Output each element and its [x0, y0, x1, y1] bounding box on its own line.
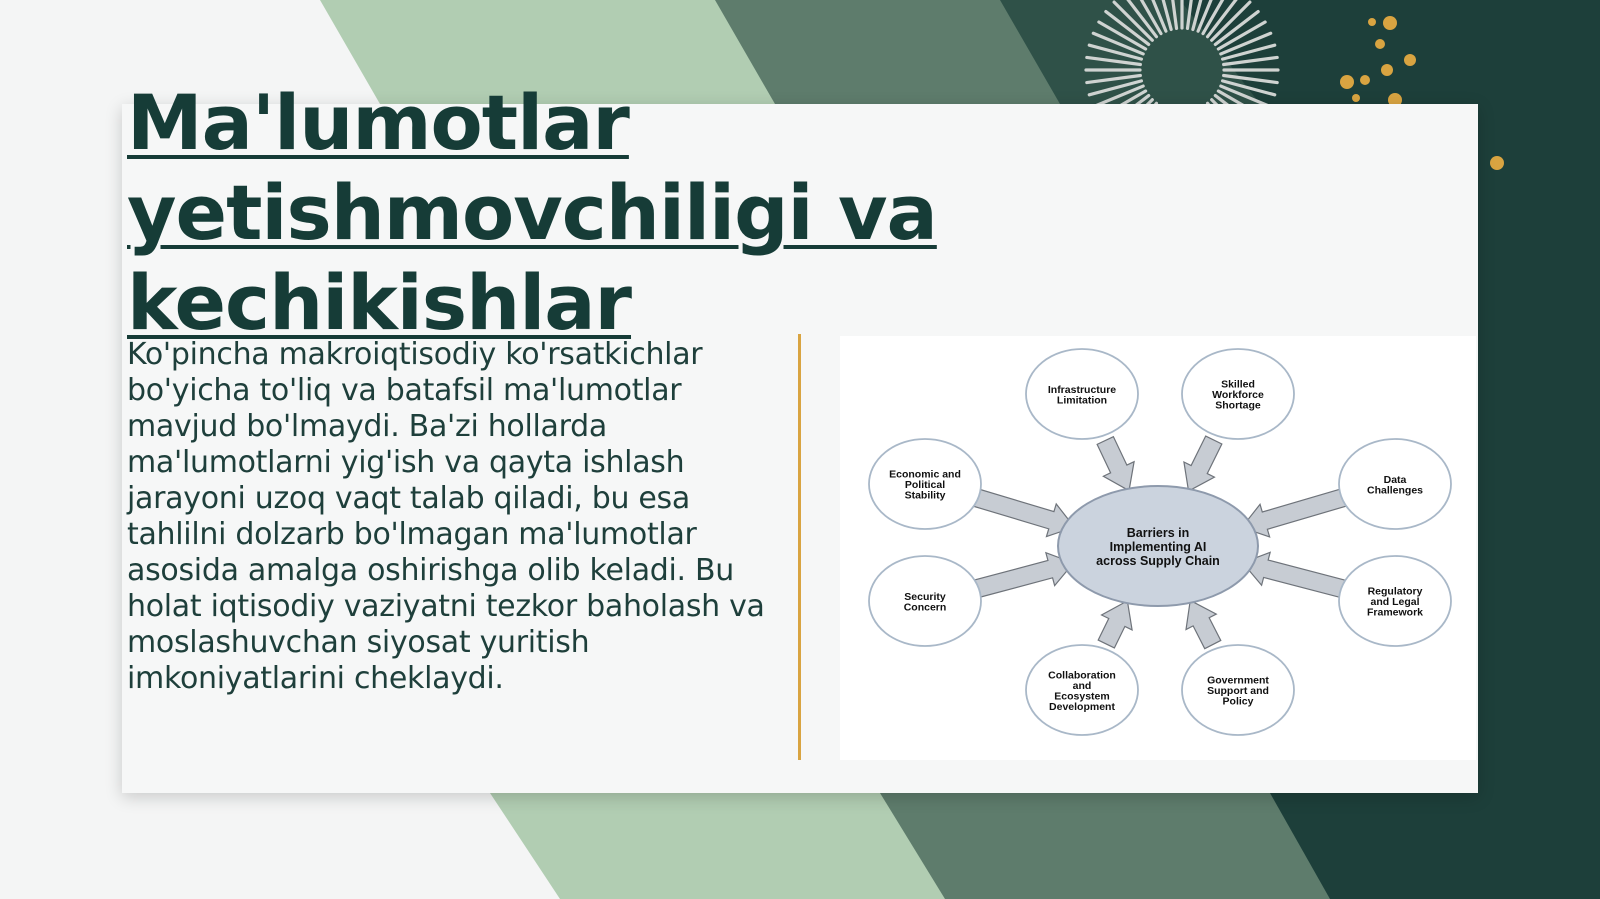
center-node-label: Implementing AI	[1109, 540, 1207, 554]
barrier-node-label: and Legal	[1370, 596, 1420, 608]
barrier-node-label: and	[1072, 679, 1092, 692]
barrier-node-label: Government	[1207, 674, 1269, 687]
barrier-node-label: Concern	[903, 601, 947, 614]
flow-arrow	[1097, 437, 1134, 491]
slide-title	[127, 78, 947, 348]
barrier-node-label: Policy	[1222, 695, 1254, 708]
barrier-node-label: Stability	[904, 489, 946, 502]
barrier-node-label: Collaboration	[1048, 669, 1116, 682]
flow-arrow	[1098, 601, 1132, 648]
barrier-node-label: Shortage	[1215, 399, 1261, 412]
flow-arrow	[973, 489, 1075, 537]
barrier-node-label: Skilled	[1221, 378, 1255, 391]
barrier-node-label: Development	[1049, 700, 1115, 713]
barrier-node-label: Infrastructure	[1047, 383, 1117, 396]
barriers-diagram	[840, 336, 1476, 760]
barrier-node-label: Framework	[1366, 606, 1424, 619]
barrier-node-label: Workforce	[1212, 389, 1264, 401]
barrier-node-label: Challenges	[1366, 484, 1424, 497]
barrier-node-label: Security	[904, 590, 946, 603]
flow-arrow	[1242, 489, 1347, 537]
barrier-node-label: Ecosystem	[1054, 690, 1110, 703]
barrier-node-label: Data	[1383, 473, 1407, 486]
center-node-label: across Supply Chain	[1096, 554, 1220, 568]
vertical-divider	[798, 334, 801, 760]
slide-title-text: Ma'lumotlar yetishmovchiligi va kechikishlar	[127, 78, 937, 347]
barrier-node-label: Regulatory	[1367, 585, 1423, 598]
flow-arrow	[1243, 552, 1347, 598]
barrier-node-label: Support and	[1207, 685, 1269, 697]
barrier-node-label: Economic and	[889, 468, 961, 481]
barrier-node-label: Limitation	[1056, 394, 1108, 407]
slide-body-text: Ko'pincha makroiqtisodiy ko'rsatkichlar bo'yicha to'liq va batafsil ma'lumotlar mavjud bo'lmaydi. Ba'zi hollarda ma'lumotlarni yig'ish va qayta ishlash jarayoni uzoq vaqt talab qiladi, bu esa tahlilni dolzarb bo'lmagan ma'lumotlar asosida amalga oshirishga olib keladi. Bu holat iqtisodiy vaziyatni tezkor baholash va moslashuvchan siyosat yuritish imkoniyatlarini cheklaydi.	[127, 337, 765, 696]
flow-arrow	[1184, 436, 1222, 491]
center-node-label: Barriers in	[1126, 526, 1190, 540]
flow-arrow	[973, 553, 1073, 598]
barrier-node-label: Political	[904, 479, 946, 491]
flow-arrow	[1186, 600, 1221, 648]
